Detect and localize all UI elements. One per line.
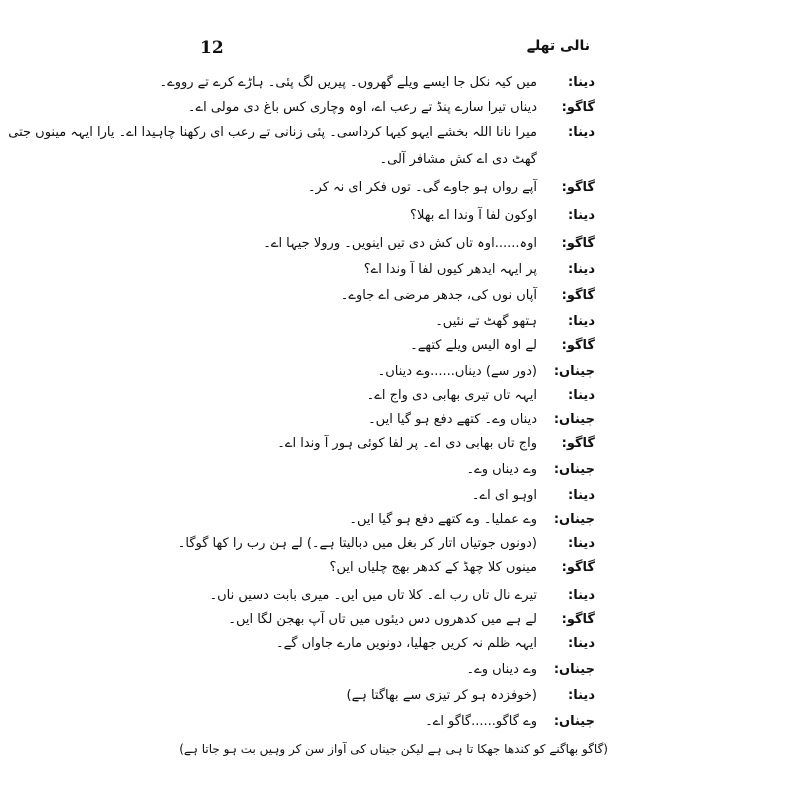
speaker-label: گاگو: xyxy=(561,612,595,627)
dialogue-text: (خوفزدہ ہو کر تیزی سے بھاگتا ہے) xyxy=(346,688,537,703)
dialogue-text: وے دیناں وے۔ xyxy=(466,462,537,477)
speaker-label: جیناں: xyxy=(553,364,595,379)
dialogue-line xyxy=(209,588,595,612)
speaker-label: دینا: xyxy=(568,314,595,329)
dialogue-text: اوکون لفا آ وندا اے بھلا؟ xyxy=(410,208,537,223)
speaker-label: گاگو: xyxy=(561,100,595,115)
speaker-label: دینا: xyxy=(568,588,595,603)
dialogue-text: گھٹ دی اے کش مشافر آلی۔ xyxy=(379,152,537,167)
speaker-label: جیناں: xyxy=(553,462,595,477)
speaker-label: دینا: xyxy=(568,388,595,403)
dialogue-text: ایہہ ظلم نہ کریں جھلیا، دونویں مارے جاواں گے۔ xyxy=(276,636,537,651)
dialogue-line xyxy=(159,75,595,99)
dialogue-text: تیرے نال تاں رب اے۔ کلا تاں میں ایں۔ میری بابت دسیں ناں۔ xyxy=(209,588,537,603)
dialogue-line xyxy=(240,314,595,338)
dialogue-line xyxy=(240,364,595,388)
dialogue-text: دیناں وے۔ کتھے دفع ہو گیا ایں۔ xyxy=(368,412,537,427)
speaker-label: گاگو: xyxy=(561,288,595,303)
speaker-label: گاگو: xyxy=(561,436,595,451)
dialogue-line xyxy=(240,262,595,286)
dialogue-text: (دونوں جوتیاں اتار کر بغل میں دبالیتا ہے۔) لے ہن رب را کھا گوگا۔ xyxy=(177,536,537,551)
dialogue-text: وے گاگو......گاگو اے۔ xyxy=(425,714,537,729)
dialogue-continuation xyxy=(300,152,537,176)
speaker-label: جیناں: xyxy=(553,662,595,677)
dialogue-text: آپے رواں ہو جاوے گی۔ توں فکر ای نہ کر۔ xyxy=(307,180,537,195)
speaker-label: دینا: xyxy=(568,262,595,277)
dialogue-line xyxy=(240,180,595,204)
speaker-label: جیناں: xyxy=(553,512,595,527)
dialogue-text: لے اوہ الیس ویلے کتھے۔ xyxy=(410,338,537,353)
dialogue-line xyxy=(240,388,595,412)
dialogue-line xyxy=(240,512,595,536)
dialogue-line xyxy=(240,208,595,232)
speaker-label: دینا: xyxy=(568,688,595,703)
speaker-label: دینا: xyxy=(568,75,595,90)
dialogue-line xyxy=(228,612,595,636)
dialogue-text: میرا نانا اللہ بخشے ایہو کیہا کرداسی۔ پئی زنانی تے رعب ای رکھنا چاہیدا اے۔ یارا ایہہ مینوں جتی xyxy=(8,125,537,140)
page-number: 12 xyxy=(200,38,224,58)
dialogue-text: مینوں کلا چھڈ کے کدھر بھج چلیاں ایں؟ xyxy=(329,560,537,575)
dialogue-line xyxy=(240,288,595,312)
speaker-label: گاگو: xyxy=(561,180,595,195)
dialogue-line xyxy=(240,436,595,460)
running-title: نالی تھلے xyxy=(526,38,590,54)
dialogue-line xyxy=(177,536,595,560)
dialogue-line xyxy=(240,688,595,712)
dialogue-line xyxy=(240,636,595,660)
dialogue-text: (دور سے) دیناں......وے دیناں۔ xyxy=(377,364,537,379)
dialogue-line xyxy=(240,462,595,486)
dialogue-text: اوہ......اوہ تاں کش دی تیں اینویں۔ ورولا جیہا اے۔ xyxy=(263,236,537,251)
dialogue-text: وے دیناں وے۔ xyxy=(466,662,537,677)
dialogue-line xyxy=(187,100,595,124)
dialogue-text: وے عملیا۔ وے کتھے دفع ہو گیا ایں۔ xyxy=(349,512,537,527)
speaker-label: دینا: xyxy=(568,125,595,140)
dialogue-line xyxy=(240,662,595,686)
dialogue-text: آپاں نوں کی، جدھر مرضی اے جاوے۔ xyxy=(340,288,537,303)
dialogue-text: پر ایہہ ایدھر کیوں لفا آ وندا اے؟ xyxy=(363,262,537,277)
dialogue-text: دیناں تیرا سارے پنڈ تے رعب اے، اوہ وچاری کس باغ دی مولی اے۔ xyxy=(187,100,537,115)
dialogue-line xyxy=(240,338,595,362)
dialogue-line xyxy=(240,236,595,260)
speaker-label: گاگو: xyxy=(561,236,595,251)
dialogue-line xyxy=(240,412,595,436)
dialogue-text: ہتھو گھٹ تے نئیں۔ xyxy=(435,314,537,329)
dialogue-line xyxy=(240,560,595,584)
speaker-label: دینا: xyxy=(568,536,595,551)
speaker-label: گاگو: xyxy=(561,338,595,353)
dialogue-line xyxy=(8,125,595,149)
dialogue-text: ایہہ تاں تیری بھابی دی واج اے۔ xyxy=(366,388,537,403)
dialogue-text: لے ہے میں کدھروں دس دیئوں میں تاں آپ بھجن لگا ایں۔ xyxy=(228,612,537,627)
speaker-label: جیناں: xyxy=(553,412,595,427)
speaker-label: گاگو: xyxy=(561,560,595,575)
dialogue-line xyxy=(240,488,595,512)
speaker-label: دینا: xyxy=(568,208,595,223)
speaker-label: دینا: xyxy=(568,488,595,503)
dialogue-text: اوہو ای اے۔ xyxy=(471,488,537,503)
dialogue-text: واج تاں بھابی دی اے۔ پر لفا کوئی ہور آ وندا اے۔ xyxy=(277,436,537,451)
stage-direction: (گاگو بھاگنے کو کندھا جھکا تا ہی ہے لیکن جیناں کی آواز سن کر وہیں بت ہو جاتا ہے) xyxy=(179,742,608,756)
dialogue-line xyxy=(240,714,595,738)
speaker-label: جیناں: xyxy=(553,714,595,729)
dialogue-text: میں کیہ نکل جا ایسے ویلے گھروں۔ پیریں لگ پئی۔ ہاڑے کرے تے رووے۔ xyxy=(159,75,537,90)
speaker-label: دینا: xyxy=(568,636,595,651)
